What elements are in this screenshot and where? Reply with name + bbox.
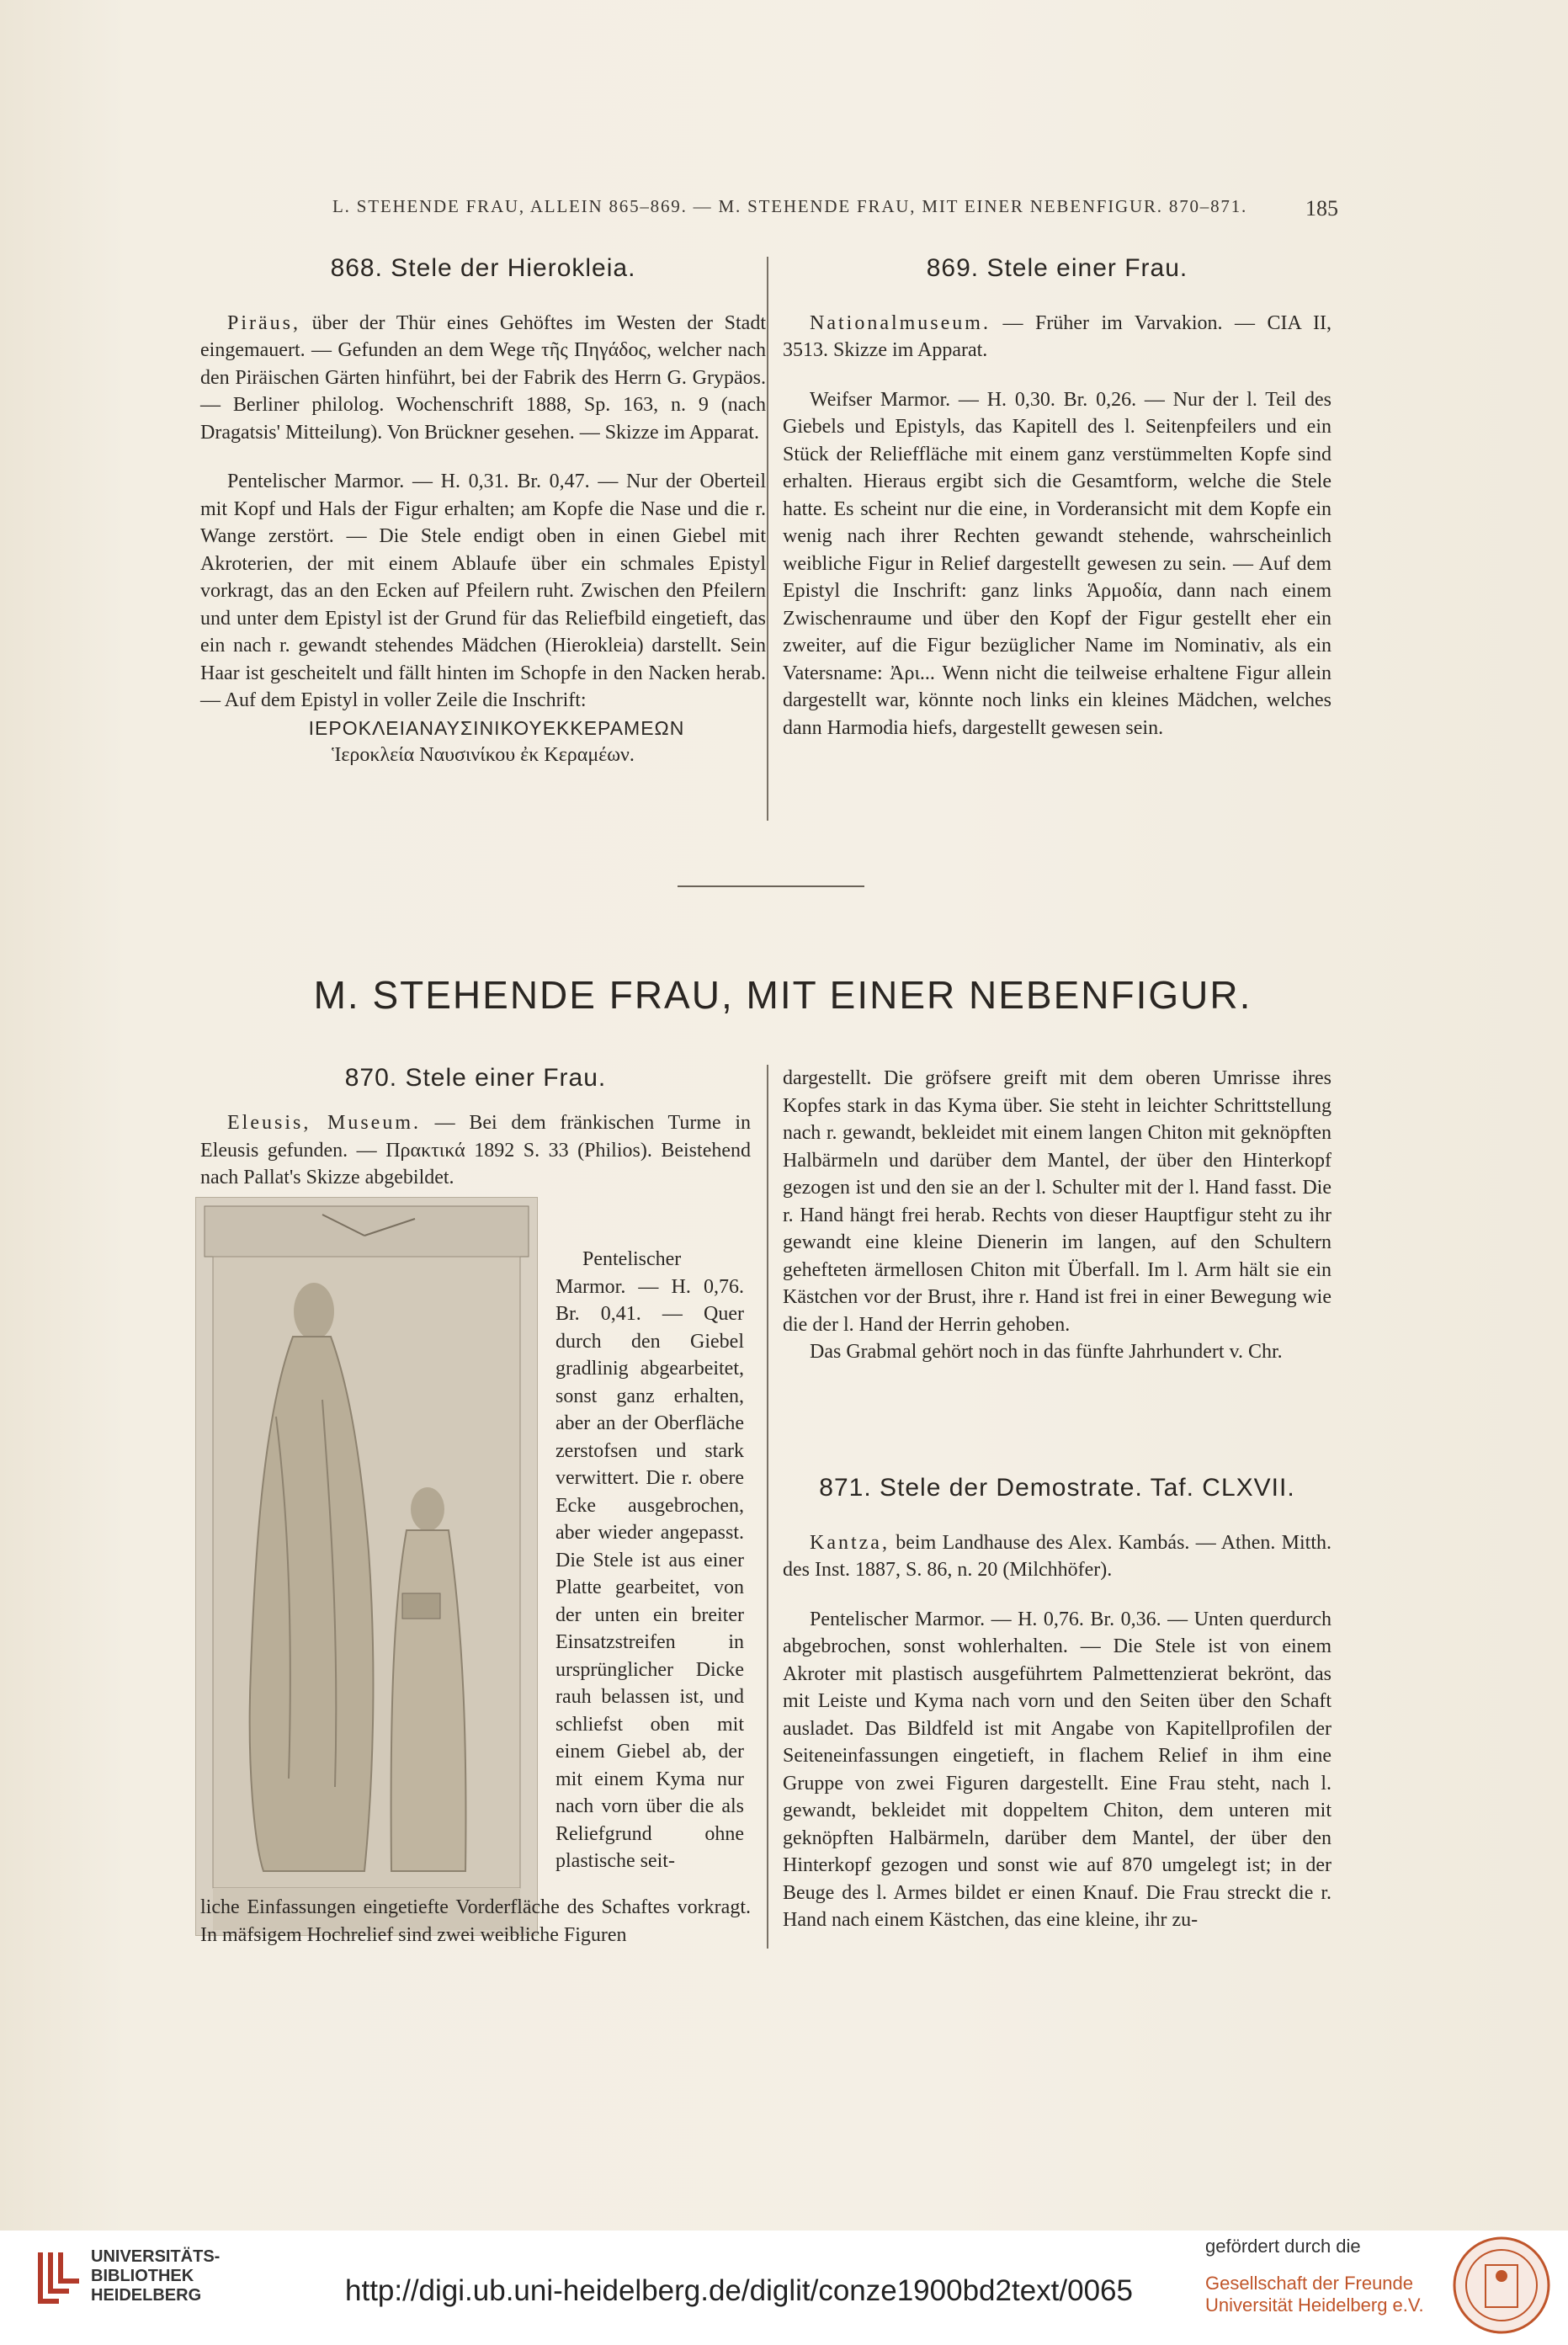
running-head [332,196,1338,221]
entry-869-location: Nationalmuseum. — Früher im Varvakion. — CIA II, 3513. Skizze im Apparat. [783,311,1331,361]
stele-figure [195,1197,538,1936]
entry-870-title: 870. Stele einer Frau. [344,1064,607,1092]
column-divider [767,257,768,821]
entry-870-description-tail: liche Einfassungen eingetiefte Vorderfläche des Schaftes vorkragt. In mäfsigem Hochrelief sind zwei weibliche Figuren [200,1896,751,1946]
entry-870-figures: dargestellt. Die gröfsere greift mit dem oberen Umrisse ihres Kopfes stark in das Kyma über. Sie steht in leichter Schrittstellung nach r. gewandt, bekleidet mit einem langen Chiton mit geknöpften Halbärmeln und darüber dem Mantel, der über den Hinterkopf gezogen ist und den sie an der l. Schulter mit der l. Hand fasst. Die r. Hand hängt frei herab. Rechts von dieser Hauptfigur steht zu ihr gewandt eine kleine Dienerin im langen, auf den Schultern gehefteten ärmellosen Chiton mit Überfall. Im l. Arm hält sie ein Kästchen vor der Brust, ihre r. Hand ist frei in einer Bewegung wie die der l. Hand der Herrin gehoben. [783,1067,1331,1336]
society-name: Gesellschaft der Freunde Universität Heidelberg e.V. [1205,2273,1424,2316]
entry-869-description: Weifser Marmor. — H. 0,30. Br. 0,26. — Nur der l. Teil des Giebels und Epistyls, das Kapitell des l. Seitenpfeilers und ein Stück der Relieffläche mit einem ganz verstümmelten Kopfe sind erhalten. Hieraus ergibt sich die Gesamtform, welche die Stele hatte. Es scheint nur die eine, in Vorderansicht mit dem Kopfe ein wenig nach ihrer Rechten gewandt stehende, wahrscheinlich weibliche Figur in Relief dargestellt gewesen zu sein. — Auf dem Epistyl die Inschrift: ganz links Ἁρμοδία, dann nach einem Zwischenraume und über den Kopf der Figur gestellt eher ein zweiter, auf die Figur bezüglicher Name im Nominativ, als ein Vatersname: Ἀρι... Wenn nicht die teilweise erhaltene Figur allein dargestellt war, könnte noch links ein kleines Mädchen, welches dann Harmodia hiefs, dargestellt gewesen sein. [783,388,1331,739]
entry-870-description: Pentelischer Marmor. — H. 0,76. Br. 0,41. — Quer durch den Giebel gradlinig abgearbeitet, sonst ganz erhalten, aber an der Oberfläche zerstofsen und stark verwittert. Die r. obere Ecke ausgebrochen, aber wieder angepasst. Die Stele ist aus einer Platte gearbeitet, von der unten ein breiter Einsatzstreifen in ursprünglicher Dicke rauh belassen ist, und schliefst oben mit einem Giebel ab, der mit einem Kyma nur nach vorn über die als Reliefgrund ohne plastische seit- [555,1248,744,1872]
entry-869-title: 869. Stele einer Frau. [926,254,1188,282]
stele-sketch-image [196,1198,537,1935]
entry-871-location: Kantza, beim Landhause des Alex. Kambás. — Athen. Mitth. des Inst. 1887, S. 86, n. 20 (Milchhöfer). [783,1531,1331,1581]
entry-868-title: 868. Stele der Hierokleia. [330,254,636,282]
entry-868-description: Pentelischer Marmor. — H. 0,31. Br. 0,47. — Nur der Oberteil mit Kopf und Hals der Figur erhalten; am Kopfe die Nase und die r. Wange zerstört. — Die Stele endigt oben in einen Giebel mit Akroterien, der mit einem Ablaufe über ein schmales Epistyl vorkragt, das an den Ecken auf Pfeilern ruht. Zwischen den Pfeilern und unter dem Epistyl ist der Grund für das Reliefbild eingetieft, das ein nach r. gewandt stehendes Mädchen (Hierokleia) darstellt. Sein Haar ist gescheitelt und fällt hinten im Schopfe in den Nacken herab. — Auf dem Epistyl in voller Zeile die Inschrift: [200,471,766,711]
entry-868-transcription: Ἱεροκλεία Ναυσινίκου ἐκ Κεραμέων. [332,744,635,766]
page-number: 185 [1305,196,1338,221]
entry-871 [783,1475,1331,1934]
entry-871-title: 871. Stele der Demostrate. Taf. CLXVII. [819,1474,1295,1502]
section-rule [678,885,864,887]
entry-870-dating: Das Grabmal gehört noch in das fünfte Jahrhundert v. Chr. [810,1341,1283,1363]
entry-871-description: Pentelischer Marmor. — H. 0,76. Br. 0,36. — Unten querdurch abgebrochen, sonst wohlerhalten. — Die Stele ist von einem Akroter mit plastisch ausgeführtem Palmettenzierat bekrönt, das mit Leiste und Kyma nach vorn und den Seiten über den Schaft ausladet. Das Bildfeld ist mit Angabe von Kapitellprofilen der Seiteneinfassungen eingetieft, in flachem Relief in ihm eine Gruppe von zwei Figuren dargestellt. Eine Frau steht, nach l. gewandt, bekleidet mit doppeltem Chiton, dem unteren mit geknöpften Halbärmeln, darüber dem Mantel, der über den Hinterkopf gezogen und sonst wie auf 870 umgelegt ist; in der Beuge des l. Armes bildet er einen Knauf. Die Frau streckt die r. Hand nach einem Kästchen, das eine kleine, ihr zu- [783,1608,1331,1931]
entry-868 [200,255,766,769]
entry-868-location: Piräus, über der Thür eines Gehöftes im Westen der Stadt eingemauert. — Gefunden an dem Wege τῆς Πηγάδος, welcher nach den Piräischen Gärten hinführt, bei der Fabrik des Herrn G. Grypäos. — Berliner philolog. Wochenschrift 1888, Sp. 163, n. 9 (nach Dragatsis' Mitteilung). Von Brückner gesehen. — Skizze im Apparat. [200,311,766,444]
library-logo-icon [34,2247,84,2306]
entry-868-inscription: ΙΕΡΟΚΛΕΙΑΝΑΥΣΙΝΙΚΟΥΕΚΚΕΡΑΜΕΩΝ [308,716,685,739]
entry-870-continued [783,1065,1331,1366]
running-head-text: L. STEHENDE FRAU, ALLEIN 865–869. — M. STEHENDE FRAU, MIT EINER NEBENFIGUR. 870–871. [332,196,1248,216]
column-divider-lower [767,1065,768,1949]
permalink-url[interactable]: http://digi.ub.uni-heidelberg.de/diglit/conze1900bd2text/0065 [345,2274,1133,2307]
funded-by-label: gefördert durch die [1205,2236,1361,2257]
entry-870-intro-tail [555,1163,744,1188]
entry-869 [783,255,1331,742]
entry-870-location: Eleusis, Museum. — Bei dem fränkischen Turme in Eleusis gefunden. — Πρακτικά 1892 S. 33 (Philios). Beistehend nach Pallat's Skizze abgebildet. [200,1112,751,1188]
library-name: UNIVERSITÄTS- BIBLIOTHEK HEIDELBERG [91,2247,221,2305]
section-title: M. STEHENDE FRAU, MIT EINER NEBENFIGUR. [313,973,1252,1017]
university-seal-icon [1452,2236,1551,2335]
